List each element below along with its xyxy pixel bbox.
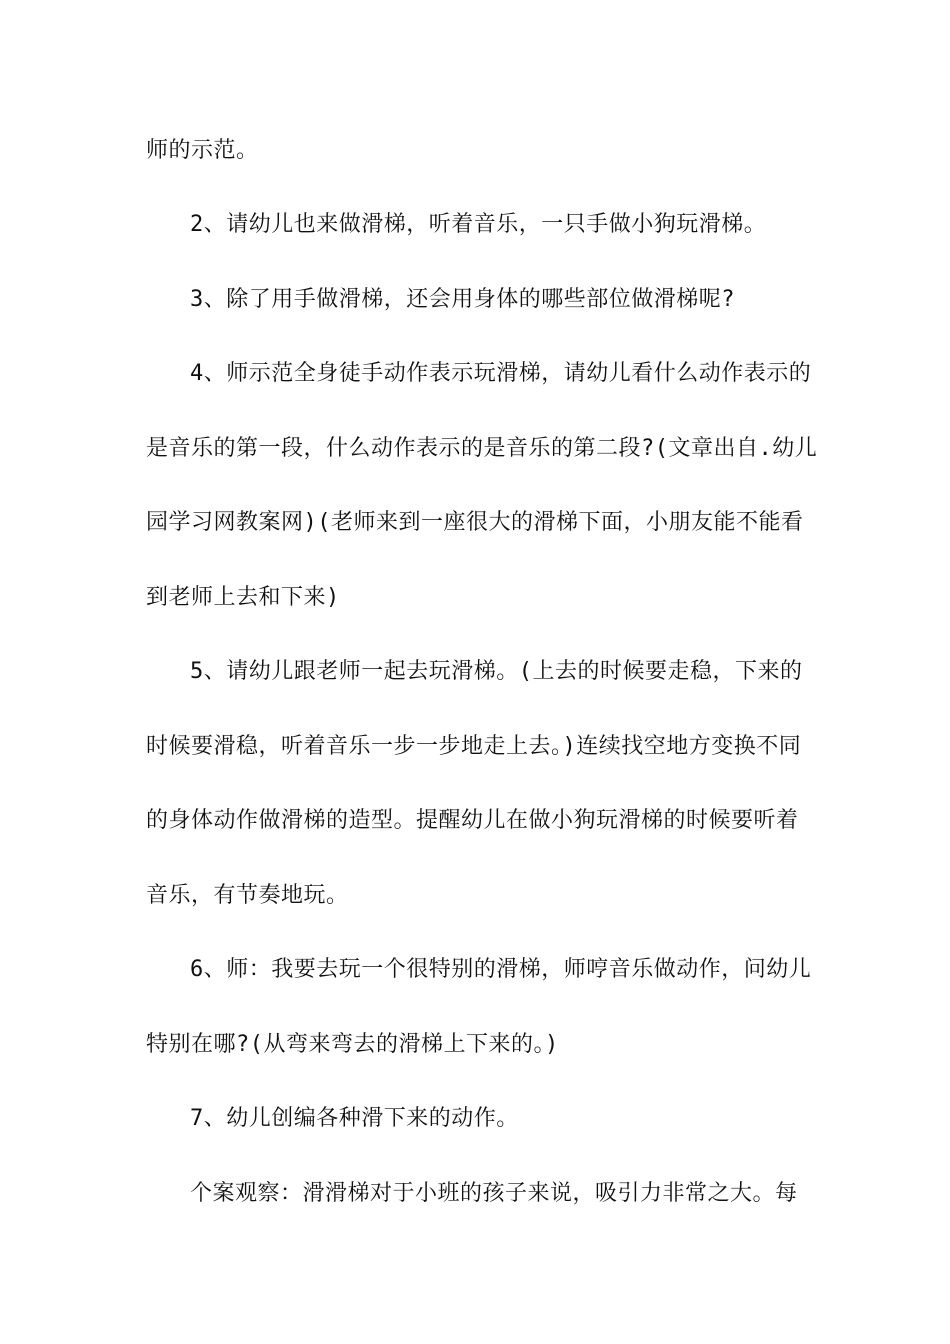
text-line: 的身体动作做滑梯的造型。提醒幼儿在做小狗玩滑梯的时候要听着 [146, 808, 799, 833]
text-line: 园学习网教案网)(老师来到一座很大的滑梯下面，小朋友能不能看 [146, 510, 804, 535]
text-line: 个案观察：滑滑梯对于小班的孩子来说，吸引力非常之大。每 [190, 1181, 798, 1206]
text-line: 音乐，有节奏地玩。 [146, 883, 349, 908]
text-line: 3、除了用手做滑梯，还会用身体的哪些部位做滑梯呢? [190, 287, 735, 312]
text-line: 特别在哪?(从弯来弯去的滑梯上下来的。) [146, 1032, 559, 1057]
text-line: 4、师示范全身徒手动作表示玩滑梯，请幼儿看什么动作表示的 [190, 361, 812, 386]
text-line: 5、请幼儿跟老师一起去玩滑梯。(上去的时候要走稳，下来的 [190, 659, 803, 684]
text-line: 到老师上去和下来) [146, 585, 340, 610]
text-line: 师的示范。 [146, 138, 259, 163]
text-line: 时候要滑稳，听着音乐一步一步地走上去。)连续找空地方变换不同 [146, 734, 802, 759]
text-line: 2、请幼儿也来做滑梯，听着音乐，一只手做小狗玩滑梯。 [190, 212, 767, 237]
text-line: 6、师：我要去玩一个很特别的滑梯，师哼音乐做动作，问幼儿 [190, 957, 812, 982]
text-line: 7、幼儿创编各种滑下来的动作。 [190, 1106, 519, 1131]
text-line: 是音乐的第一段，什么动作表示的是音乐的第二段?(文章出自.幼儿 [146, 436, 818, 461]
